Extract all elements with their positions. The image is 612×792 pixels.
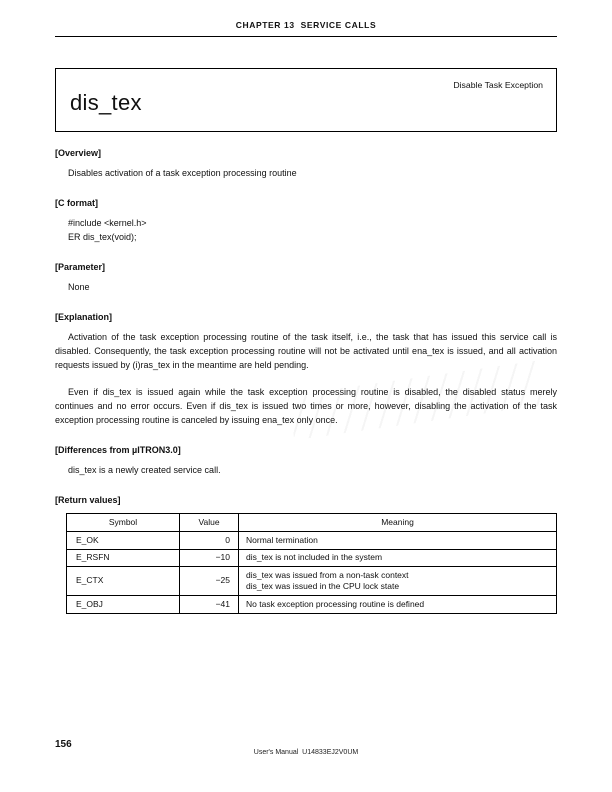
section-overview	[55, 146, 557, 180]
overview-text: Disables activation of a task exception processing routine	[68, 168, 297, 178]
value-cell: −10	[180, 549, 239, 567]
symbol-cell: E_CTX	[67, 567, 180, 596]
return-values-table-body	[67, 532, 557, 614]
symbol-cell: E_OBJ	[67, 596, 180, 614]
service-call-description: Disable Task Exception	[453, 80, 543, 90]
explanation-paragraph: Activation of the task exception processing routine of the task itself, i.e., the task that has issued this service call is disabled. Consequently, the task exception processing routine will not be activated until ena_tex is issued, and all activation requests issued by (i)ras_tex in the meantime are held pending.	[55, 332, 557, 370]
value-cell: −25	[180, 567, 239, 596]
footer-document-title: User's Manual U14833EJ2V0UM	[253, 749, 359, 756]
section-return-values	[55, 493, 557, 614]
meaning-cell: dis_tex was issued from a non-task context dis_tex was issued in the CPU lock state	[239, 567, 557, 596]
c-format-include-line: #include <kernel.h>	[68, 218, 147, 228]
section-heading: [Differences from µITRON3.0]	[55, 445, 181, 455]
page-content	[55, 146, 557, 614]
differences-text: dis_tex is a newly created service call.	[68, 465, 221, 475]
symbol-cell: E_RSFN	[67, 549, 180, 567]
table-header-row	[67, 514, 557, 532]
section-heading: [Overview]	[55, 148, 102, 158]
symbol-cell: E_OK	[67, 532, 180, 550]
section-heading: [Parameter]	[55, 262, 106, 272]
section-explanation	[55, 310, 557, 427]
column-header-meaning: Meaning	[239, 514, 557, 532]
section-parameter	[55, 260, 557, 294]
service-call-title-box	[55, 68, 557, 132]
table-row	[67, 596, 557, 614]
table-row	[67, 549, 557, 567]
column-header-symbol: Symbol	[67, 514, 180, 532]
value-cell: 0	[180, 532, 239, 550]
table-row	[67, 532, 557, 550]
value-cell: −41	[180, 596, 239, 614]
table-row	[67, 567, 557, 596]
meaning-cell: No task exception processing routine is defined	[239, 596, 557, 614]
parameter-text: None	[68, 282, 90, 292]
section-heading: [Explanation]	[55, 312, 113, 322]
chapter-header: CHAPTER 13 SERVICE CALLS	[55, 20, 557, 37]
page-number: 156	[55, 739, 72, 750]
service-call-name: dis_tex	[70, 90, 142, 115]
section-heading: [Return values]	[55, 495, 121, 505]
column-header-value: Value	[180, 514, 239, 532]
explanation-paragraph: Even if dis_tex is issued again while the task exception processing routine is disabled, the disabled status merely continues and no error occurs. Even if dis_tex is issued two times or more, however, disabling the activation of the task exception processing routine is canceled by issuing ena_tex only once.	[55, 387, 557, 425]
c-format-prototype-line: ER dis_tex(void);	[68, 232, 137, 242]
section-differences	[55, 443, 557, 477]
meaning-cell: Normal termination	[239, 532, 557, 550]
section-c-format	[55, 196, 557, 244]
return-values-table	[66, 513, 557, 614]
section-heading: [C format]	[55, 198, 98, 208]
meaning-cell: dis_tex is not included in the system	[239, 549, 557, 567]
